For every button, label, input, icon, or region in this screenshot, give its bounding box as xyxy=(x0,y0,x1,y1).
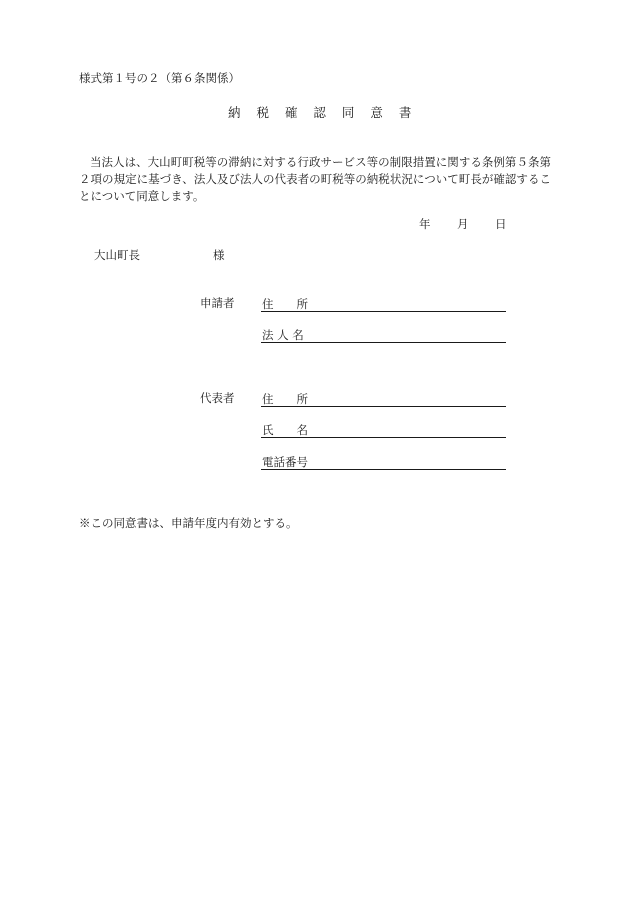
applicant-label: 申請者 xyxy=(200,296,235,310)
representative-name-label: 氏 名 xyxy=(262,422,308,437)
form-identifier: 様式第１号の２（第６条関係） xyxy=(79,71,240,85)
representative-label: 代表者 xyxy=(200,391,235,405)
date-month-label: 月 xyxy=(457,217,469,231)
representative-address-label: 住 所 xyxy=(262,391,308,406)
representative-address-field[interactable] xyxy=(261,390,506,407)
applicant-corp-name-field[interactable] xyxy=(261,326,506,343)
applicant-corp-name-label: 法 人 名 xyxy=(262,327,304,342)
date-year-label: 年 xyxy=(419,217,431,231)
addressee-honorific: 様 xyxy=(213,248,225,262)
representative-phone-field[interactable] xyxy=(261,453,506,470)
addressee-name: 大山町長 xyxy=(94,248,140,262)
applicant-address-field[interactable] xyxy=(261,295,506,312)
representative-phone-label: 電話番号 xyxy=(262,454,308,469)
applicant-address-label: 住 所 xyxy=(262,296,308,311)
date-day-label: 日 xyxy=(495,217,507,231)
document-title: 納 税 確 認 同 意 書 xyxy=(228,105,413,120)
consent-statement: 当法人は、大山町町税等の滞納に対する行政サービス等の制限措置に関する条例第５条第２項の規定に基づき、法人及び法人の代表者の町税等の納税状況について町長が確認することについて同意します。 xyxy=(79,155,551,203)
representative-name-field[interactable] xyxy=(261,421,506,438)
validity-note: ※この同意書は、申請年度内有効とする。 xyxy=(79,516,298,530)
